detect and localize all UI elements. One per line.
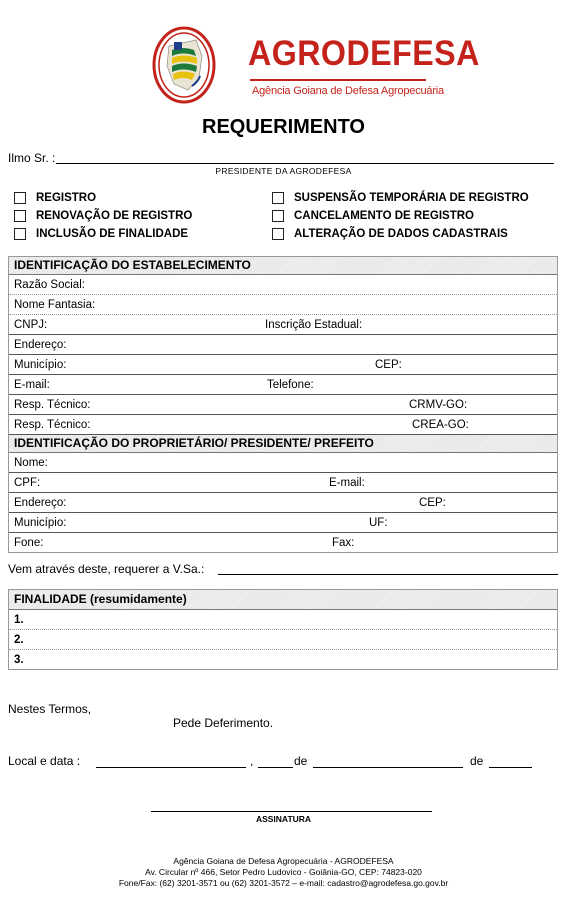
footer-contact: Fone/Fax: (62) 3201-3571 ou (62) 3201-3572 – e-mail: cadastro@agrodefesa.go.gov.br bbox=[118, 878, 449, 888]
year-field[interactable] bbox=[489, 767, 532, 768]
option-cancelamento[interactable]: CANCELAMENTO DE REGISTRO bbox=[272, 210, 474, 222]
cnpj-row[interactable]: CNPJ: Inscrição Estadual: bbox=[9, 315, 557, 335]
brand-name: AGRODEFESA bbox=[248, 34, 480, 73]
local-data-label: Local e data : bbox=[8, 754, 81, 768]
local-field[interactable] bbox=[96, 767, 246, 768]
signature-line[interactable] bbox=[151, 811, 432, 812]
footer-address: Av. Circular nº 466, Setor Pedro Ludovico - Goiânia-GO, CEP: 74823-020 bbox=[145, 867, 422, 877]
municipio-row[interactable]: Município: CEP: bbox=[9, 355, 557, 375]
nome-fantasia-field[interactable]: Nome Fantasia: bbox=[9, 295, 557, 315]
vem-label: Vem através deste, requerer a V.Sa.: bbox=[8, 562, 205, 576]
de-label-2: de bbox=[470, 754, 484, 768]
nestes-termos: Nestes Termos, bbox=[8, 702, 92, 716]
finalidade-item-2[interactable]: 2. bbox=[9, 630, 557, 650]
finalidade-section bbox=[8, 589, 558, 670]
page-title: REQUERIMENTO bbox=[202, 116, 365, 138]
checkbox[interactable] bbox=[272, 210, 284, 222]
presidente-label: PRESIDENTE DA AGRODEFESA bbox=[215, 166, 352, 176]
brand-subtitle: Agência Goiana de Defesa Agropecuária bbox=[252, 85, 444, 97]
option-inclusao[interactable]: INCLUSÃO DE FINALIDADE bbox=[14, 228, 188, 240]
razao-social-field[interactable]: Razão Social: bbox=[9, 275, 557, 295]
requerimento-field[interactable] bbox=[218, 574, 558, 575]
day-field[interactable] bbox=[258, 767, 293, 768]
de-label-1: de bbox=[294, 754, 308, 768]
pede-deferimento: Pede Deferimento. bbox=[173, 716, 274, 730]
checkbox[interactable] bbox=[272, 228, 284, 240]
estabelecimento-title: IDENTIFICAÇÃO DO ESTABELECIMENTO bbox=[9, 257, 557, 275]
checkbox[interactable] bbox=[14, 228, 26, 240]
nome-field[interactable]: Nome: bbox=[9, 453, 557, 473]
fone-fax-row[interactable]: Fone: Fax: bbox=[14, 537, 355, 549]
option-suspensao[interactable]: SUSPENSÃO TEMPORÁRIA DE REGISTRO bbox=[272, 192, 529, 204]
endereco-field[interactable]: Endereço: bbox=[9, 335, 557, 355]
proprietario-title: IDENTIFICAÇÃO DO PROPRIETÁRIO/ PRESIDENTE/ PREFEITO bbox=[9, 435, 557, 453]
checkbox[interactable] bbox=[14, 192, 26, 204]
option-alteracao[interactable]: ALTERAÇÃO DE DADOS CADASTRAIS bbox=[272, 228, 508, 240]
email-row[interactable]: E-mail: Telefone: bbox=[9, 375, 557, 395]
brand-divider bbox=[250, 79, 426, 81]
municipio-uf-row[interactable]: Município: UF: bbox=[9, 513, 557, 533]
agrodefesa-logo bbox=[152, 26, 216, 104]
ilmo-field[interactable] bbox=[56, 163, 554, 164]
cpf-row[interactable]: CPF: E-mail: bbox=[9, 473, 557, 493]
finalidade-item-1[interactable]: 1. bbox=[9, 610, 557, 630]
ilmo-label: Ilmo Sr. : bbox=[8, 151, 56, 165]
option-renovacao[interactable]: RENOVAÇÃO DE REGISTRO bbox=[14, 210, 192, 222]
checkbox[interactable] bbox=[14, 210, 26, 222]
finalidade-title: FINALIDADE (resumidamente) bbox=[9, 590, 557, 610]
endereco-cep-row[interactable]: Endereço: CEP: bbox=[9, 493, 557, 513]
checkbox[interactable] bbox=[272, 192, 284, 204]
comma: , bbox=[250, 754, 254, 768]
finalidade-item-3[interactable]: 3. bbox=[14, 654, 24, 666]
month-field[interactable] bbox=[313, 767, 463, 768]
footer-agency: Agência Goiana de Defesa Agropecuária - AGRODEFESA bbox=[173, 856, 394, 866]
resp-tecnico-crmv-row[interactable]: Resp. Técnico: CRMV-GO: bbox=[9, 395, 557, 415]
estabelecimento-section bbox=[8, 256, 558, 553]
option-registro[interactable]: REGISTRO bbox=[14, 192, 96, 204]
resp-tecnico-crea-row[interactable]: Resp. Técnico: CREA-GO: bbox=[9, 415, 557, 435]
assinatura-label: ASSINATURA bbox=[255, 814, 312, 824]
